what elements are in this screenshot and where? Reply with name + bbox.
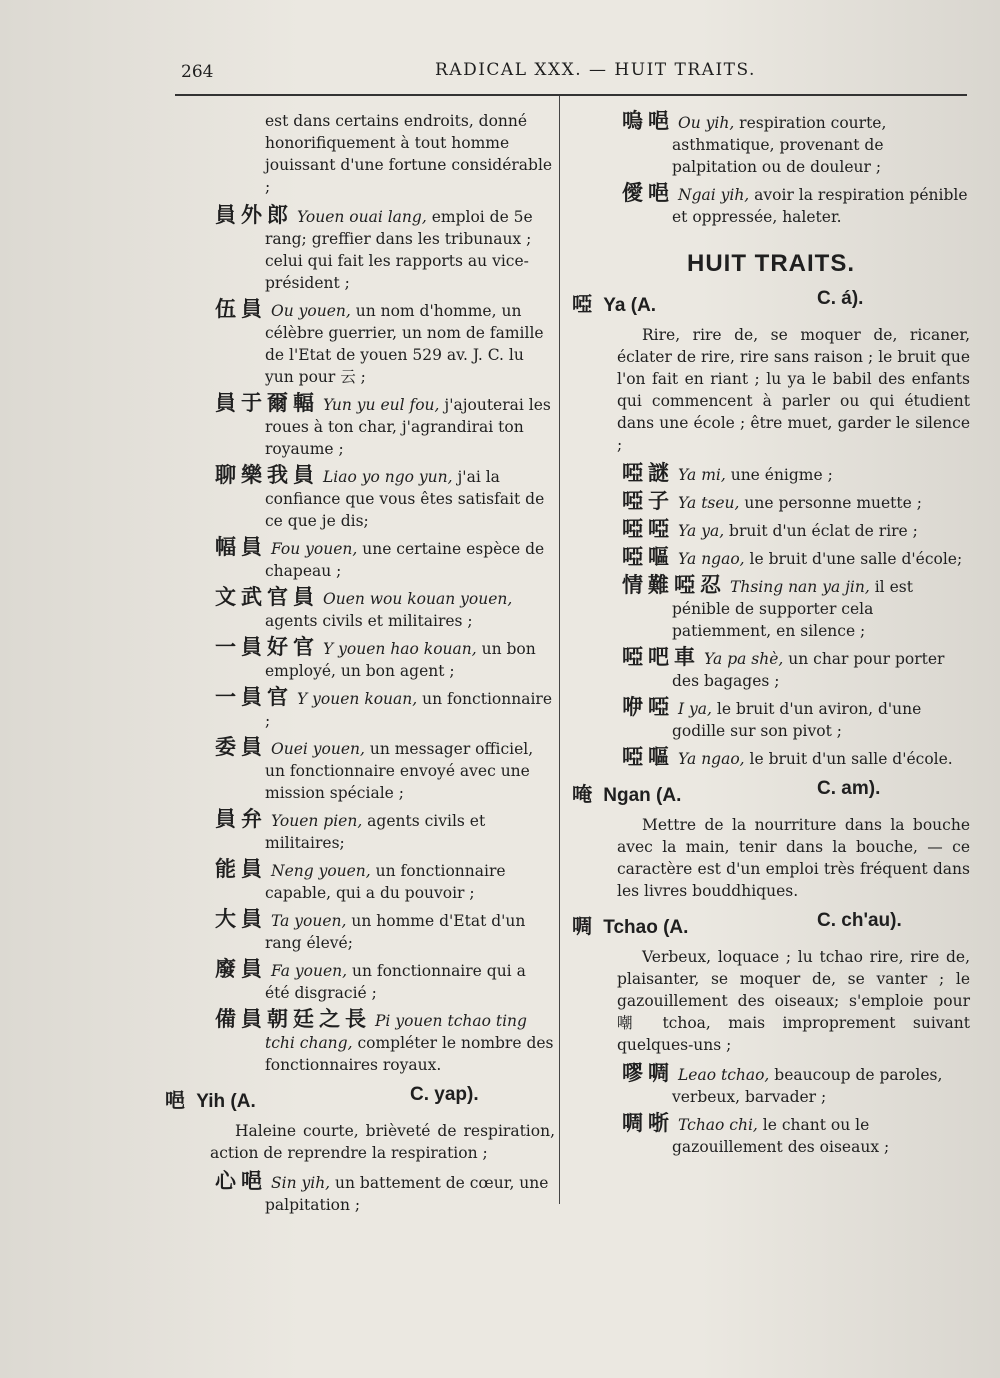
entry-romanization: Ya mi, [678, 466, 726, 484]
entry-characters: 一員好官 [215, 635, 319, 659]
definition-tchao: Verbeux, loquace ; lu tchao rire, rire de, plaisanter, se moquer de, se vanter ; le gazouillement des oiseaux; s'emploie pour 嘲 tchoa, mais improprement suivant quelques-uns ; [617, 948, 970, 1054]
entry-romanization: Fou youen, [271, 540, 358, 558]
entry-romanization: Yun yu eul fou, [323, 396, 440, 414]
heading-character: 唵 [572, 782, 592, 806]
heading-cantonese: C. yap). [410, 1084, 479, 1105]
entry-definition: un fonctionnaire capable, qui a du pouvoir ; [265, 862, 506, 902]
heading-cantonese: C. am). [817, 778, 881, 799]
dictionary-entry [572, 490, 970, 514]
entry-characters: 伍員 [215, 297, 267, 321]
dictionary-entry [572, 1112, 970, 1158]
character-heading-ngan [572, 778, 970, 808]
dictionary-entry [165, 958, 555, 1004]
entry-definition: j'ai la confiance que vous êtes satisfait de ce que je dis; [265, 468, 545, 530]
entry-romanization: Y youen hao kouan, [323, 640, 477, 658]
entry-characters: 員外郎 [215, 203, 293, 227]
entry-characters: 大員 [215, 907, 267, 931]
entry-definition: un char pour porter des bagages ; [672, 650, 945, 690]
heading-romanization: Ya (A. [603, 295, 657, 316]
entry-romanization: Youen pien, [271, 812, 363, 830]
dictionary-entry [165, 298, 555, 388]
entry-characters: 員弁 [215, 807, 267, 831]
dictionary-entry [165, 908, 555, 954]
dictionary-entry [572, 546, 970, 570]
entry-characters: 備員朝廷之長 [215, 1007, 371, 1031]
entry-romanization: Sin yih, [271, 1174, 331, 1192]
heading-cantonese: C. á). [817, 288, 864, 309]
dictionary-entry [165, 586, 555, 632]
entry-romanization: Ou youen, [271, 302, 351, 320]
dictionary-entry [572, 518, 970, 542]
entry-definition: respiration courte, asthmatique, provenant de palpitation ou de douleur ; [672, 114, 887, 176]
entry-romanization: Youen ouai lang, [297, 208, 427, 226]
entry-definition: emploi de 5e rang; greffier dans les tribunaux ; celui qui fait les rapports au vice-président ; [265, 208, 533, 292]
entry-definition: compléter le nombre des fonctionnaires royaux. [265, 1034, 554, 1074]
entry-characters: 員于爾輻 [215, 391, 319, 415]
entry-characters: 情難啞忍 [622, 573, 726, 597]
entry-romanization: Ouen wou kouan youen, [323, 590, 513, 608]
entry-definition: il est pénible de supporter cela patiemment, en silence ; [672, 578, 913, 640]
heading-character: 啁 [572, 914, 592, 938]
entry-characters: 啞啞 [622, 517, 674, 541]
character-heading-ya [572, 288, 970, 318]
entry-romanization: Ya pa shè, [704, 650, 784, 668]
entry-definition: beaucoup de paroles, verbeux, barvader ; [672, 1066, 943, 1106]
dictionary-entry [165, 858, 555, 904]
dictionary-entry [165, 636, 555, 682]
entry-definition: un bon employé, un bon agent ; [265, 640, 536, 680]
dictionary-entry [165, 392, 555, 460]
entry-definition: j'ajouterai les roues à ton char, j'agrandirai ton royaume ; [265, 396, 551, 458]
dictionary-entry [165, 204, 555, 294]
header-rule [175, 94, 967, 96]
entry-definition: avoir la respiration pénible et oppressée, haleter. [672, 186, 968, 226]
entry-definition: un fonctionnaire ; [265, 690, 552, 730]
definition-ngan: Mettre de la nourriture dans la bouche avec la main, tenir dans la bouche, — ce caractère est d'un emploi très fréquent dans les livres bouddhiques. [617, 816, 970, 900]
entry-romanization: Y youen kouan, [297, 690, 418, 708]
entry-romanization: Ngai yih, [678, 186, 750, 204]
entry-romanization: Fa youen, [271, 962, 348, 980]
entry-characters: 能員 [215, 857, 267, 881]
right-column [572, 110, 970, 1162]
running-title: RADICAL XXX. — HUIT TRAITS. [435, 60, 756, 80]
column-divider [559, 96, 560, 1204]
character-heading-yih [165, 1084, 555, 1114]
entry-characters: 僾唈 [622, 181, 674, 205]
entry-romanization: Ta youen, [271, 912, 347, 930]
character-heading-tchao [572, 910, 970, 940]
entry-romanization: Ya tseu, [678, 494, 740, 512]
entry-definition: une énigme ; [725, 466, 833, 484]
entry-romanization: Ya ngao, [678, 550, 745, 568]
dictionary-entry [572, 182, 970, 228]
entry-definition: agents civils et militaires; [265, 812, 486, 852]
page-number: 264 [181, 62, 214, 82]
heading-cantonese: C. ch'au). [817, 910, 902, 931]
entry-definition: un messager officiel, un fonctionnaire envoyé avec une mission spéciale ; [265, 740, 534, 802]
dictionary-entry [572, 574, 970, 642]
entry-characters: 啞子 [622, 489, 674, 513]
heading-romanization: Ngan (A. [603, 785, 682, 806]
left-column [165, 110, 555, 1220]
entry-characters: 啞謎 [622, 461, 674, 485]
dictionary-entry [165, 736, 555, 804]
entry-characters: 廢員 [215, 957, 267, 981]
entry-characters: 嘐啁 [622, 1061, 674, 1085]
entry-characters: 委員 [215, 735, 267, 759]
entry-characters: 啁哳 [622, 1111, 674, 1135]
entry-romanization: Ou yih, [678, 114, 735, 132]
dictionary-entry [165, 808, 555, 854]
entry-definition: agents civils et militaires ; [265, 612, 473, 630]
entry-romanization: Liao yo ngo yun, [323, 468, 453, 486]
entry-characters: 聊樂我員 [215, 463, 319, 487]
page-header [175, 52, 965, 92]
dictionary-entry [165, 1008, 555, 1076]
definition-yih: Haleine courte, brièveté de respiration, action de reprendre la respiration ; [210, 1122, 555, 1162]
entry-characters: 心唈 [215, 1169, 267, 1193]
dictionary-entry [572, 746, 970, 770]
heading-character: 唈 [165, 1088, 185, 1112]
dictionary-entry [165, 536, 555, 582]
entry-definition: le bruit d'une salle d'école; [744, 550, 963, 568]
entry-characters: 啞嘔 [622, 745, 674, 769]
entry-romanization: Thsing nan ya jin, [730, 578, 870, 596]
entry-romanization: Leao tchao, [678, 1066, 770, 1084]
dictionary-entry [572, 696, 970, 742]
section-title: HUIT TRAITS. [687, 250, 855, 277]
dictionary-entry [165, 686, 555, 732]
entry-definition: un battement de cœur, une palpitation ; [265, 1174, 549, 1214]
entry-definition: le chant ou le gazouillement des oiseaux ; [672, 1116, 890, 1156]
entry-characters: 咿啞 [622, 695, 674, 719]
entry-romanization: Pi youen tchao ting tchi chang, [265, 1012, 527, 1052]
definition-ya: Rire, rire de, se moquer de, ricaner, éclater de rire, rire sans raison ; le bruit que l'on fait en riant ; lu ya le babil des enfants qui commencent à parler ou qui étudient dans une école ; être muet, garder le silence ; [617, 326, 970, 454]
entry-romanization: Ouei youen, [271, 740, 365, 758]
entry-definition: le bruit d'un salle d'école. [744, 750, 953, 768]
dictionary-entry [572, 110, 970, 178]
entry-romanization: Ya ngao, [678, 750, 745, 768]
entry-characters: 文武官員 [215, 585, 319, 609]
entry-characters: 一員官 [215, 685, 293, 709]
entry-definition: le bruit d'un aviron, d'une godille sur son pivot ; [672, 700, 922, 740]
entry-characters: 啞吧車 [622, 645, 700, 669]
dictionary-entry [572, 462, 970, 486]
dictionary-entry [572, 646, 970, 692]
entry-characters: 幅員 [215, 535, 267, 559]
entry-romanization: Neng youen, [271, 862, 371, 880]
entry-romanization: I ya, [678, 700, 712, 718]
entry-characters: 嗚唈 [622, 109, 674, 133]
dictionary-entry [572, 1062, 970, 1108]
entry-definition: un fonctionnaire qui a été disgracié ; [265, 962, 526, 1002]
dictionary-entry [165, 464, 555, 532]
dictionary-entry [165, 1170, 555, 1216]
entry-romanization: Ya ya, [678, 522, 725, 540]
entry-definition: un nom d'homme, un célèbre guerrier, un nom de famille de l'Etat de youen 529 av. J. C. lu yun pour 云 ; [265, 302, 544, 386]
heading-romanization: Tchao (A. [603, 917, 689, 938]
entry-definition: bruit d'un éclat de rire ; [724, 522, 918, 540]
entry-definition: une personne muette ; [739, 494, 922, 512]
heading-character: 啞 [572, 292, 592, 316]
continued-text: est dans certains endroits, donné honorifiquement à tout homme jouissant d'une fortune considérable ; [265, 112, 553, 196]
entry-romanization: Tchao chi, [678, 1116, 758, 1134]
entry-characters: 啞嘔 [622, 545, 674, 569]
heading-romanization: Yih (A. [196, 1091, 256, 1112]
entry-definition: un homme d'Etat d'un rang élevé; [265, 912, 526, 952]
entry-definition: une certaine espèce de chapeau ; [265, 540, 545, 580]
